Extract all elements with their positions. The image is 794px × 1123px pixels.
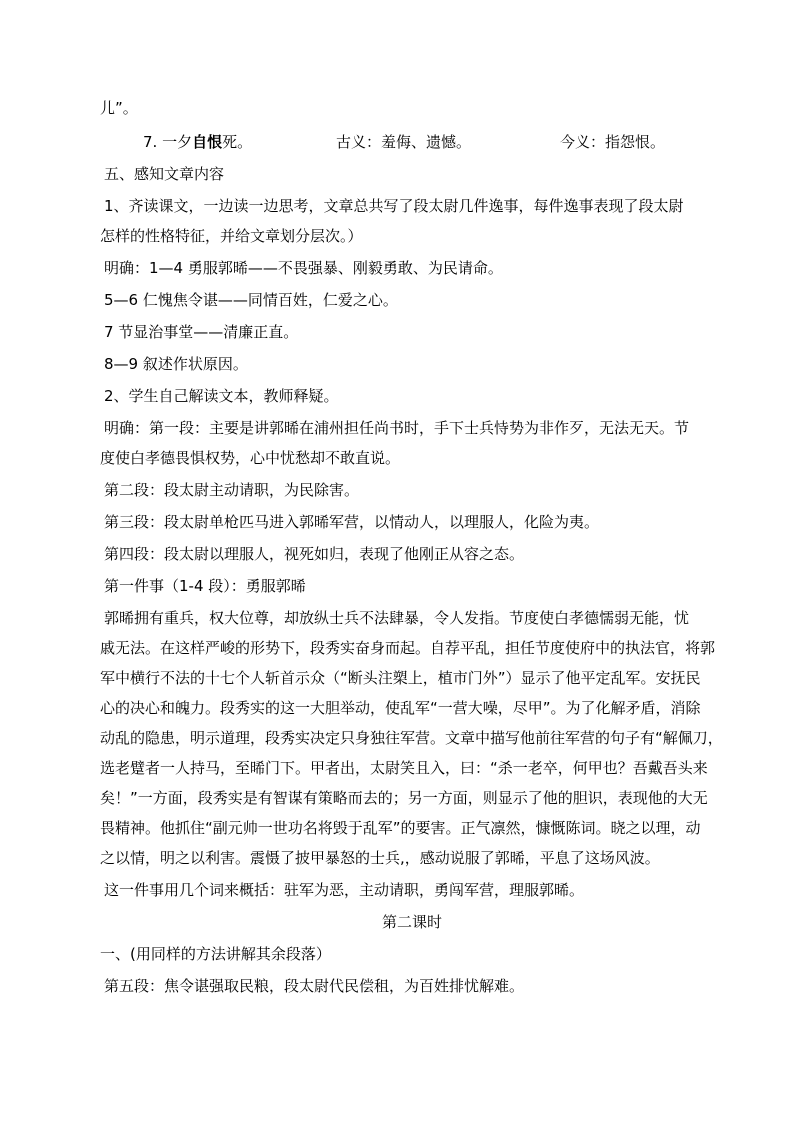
text-line: 儿”。 bbox=[100, 99, 138, 117]
text-line: 古义：羞侮、遗憾。 bbox=[336, 133, 472, 151]
text-span-bold: 自恨 bbox=[192, 133, 223, 151]
text-line: 选老躄者一人持马，至晞门下。甲者出，太尉笑且入，曰：“杀一老卒，何甲也？吾戴吾头来 bbox=[100, 759, 708, 777]
text-line bbox=[143, 131, 252, 153]
text-line: 这一件事用几个词来概括：驻军为恶，主动请职，勇闯军营，理服郭晞。 bbox=[104, 881, 585, 899]
text-line: 畏精神。他抓住“副元帅一世功名将毁于乱军”的要害。正气凛然，慷慨陈词。晓之以理，动 bbox=[100, 819, 701, 837]
text-line: 军中横行不法的十七个人斩首示众（“断头注槊上，植市门外”）显示了他平定乱军。安抚民 bbox=[100, 669, 701, 687]
text-line: 心的决心和魄力。段秀实的这一大胆举动，使乱军“一营大噪，尽甲”。为了化解矛盾，消除 bbox=[100, 699, 701, 717]
text-line: 明确：1—4 勇服郭晞——不畏强暴、刚毅勇敢、为民请命。 bbox=[104, 259, 503, 277]
text-line: 之以情，明之以利害。震慑了披甲暴怒的士兵,，感动说服了郭晞，平息了这场风波。 bbox=[100, 849, 660, 867]
text-line: 第五段：焦令谌强取民粮，段太尉代民偿租，为百姓排忧解难。 bbox=[104, 977, 525, 995]
text-line: 第三段：段太尉单枪匹马进入郭晞军营，以情动人，以理服人，化险为夷。 bbox=[104, 513, 600, 531]
text-line: 戚无法。在这样严峻的形势下，段秀实奋身而起。自荐平乱，担任节度使府中的执法官，将郭 bbox=[100, 639, 716, 657]
text-span: 死。 bbox=[222, 133, 253, 151]
text-line: 2、学生自己解读文本，教师释疑。 bbox=[104, 387, 339, 405]
text-line: 7 节显治事堂——清廉正直。 bbox=[104, 323, 299, 341]
lesson-heading: 第二课时 bbox=[381, 913, 442, 931]
text-line: 明确：第一段：主要是讲郭晞在浦州担任尚书时，手下士兵恃势为非作歹，无法无天。节 bbox=[104, 419, 690, 437]
section-heading: 五、感知文章内容 bbox=[104, 165, 225, 183]
text-line: 1、齐读课文，一边读一边思考，文章总共写了段太尉几件逸事，每件逸事表现了段太尉 bbox=[104, 197, 684, 215]
text-line: 怎样的性格特征，并给文章划分层次。） bbox=[100, 227, 363, 245]
text-line: 第四段：段太尉以理服人，视死如归，表现了他刚正从容之态。 bbox=[104, 545, 525, 563]
text-line: 第一件事（1-4 段）：勇服郭晞 bbox=[104, 577, 306, 595]
text-line: 8—9 叙述作状原因。 bbox=[104, 355, 248, 373]
text-line: 动乱的隐患，明示道理，段秀实决定只身独往军营。文章中描写他前往军营的句子有“解佩刀， bbox=[100, 729, 723, 747]
text-line: 5—6 仁愧焦令谌——同情百姓，仁爱之心。 bbox=[104, 291, 398, 309]
text-line: 度使白孝德畏惧权势，心中忧愁却不敢直说。 bbox=[100, 449, 401, 467]
text-line: 今义：指怨恨。 bbox=[560, 133, 666, 151]
text-span: 7. 一夕 bbox=[143, 133, 193, 151]
text-line: 矣！”一方面，段秀实是有智谋有策略而去的；另一方面，则显示了他的胆识，表现他的大无 bbox=[100, 789, 708, 807]
text-line: 第二段：段太尉主动请职，为民除害。 bbox=[104, 481, 360, 499]
section-heading: 一、(用同样的方法讲解其余段落） bbox=[100, 945, 331, 963]
text-line: 郭晞拥有重兵，权大位尊，却放纵士兵不法肆暴，令人发指。节度使白孝德懦弱无能，忧 bbox=[104, 609, 690, 627]
